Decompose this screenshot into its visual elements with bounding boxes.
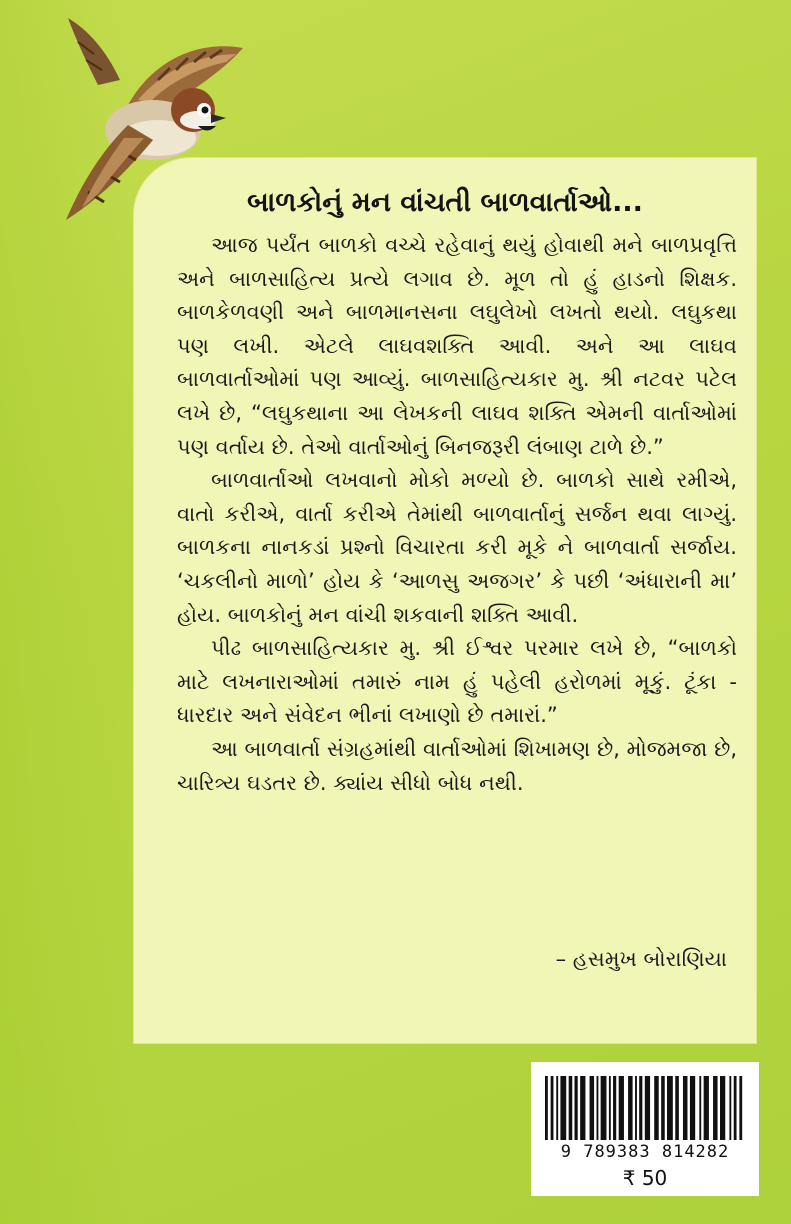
text-panel xyxy=(133,157,757,1044)
barcode-bar xyxy=(628,1076,633,1140)
barcode-bar xyxy=(729,1076,731,1140)
blurb-paragraph: બાળવાર્તાઓ લખવાનો મોકો મળ્યો છે. બાળકો સાથે રમીએ, વાતો કરીએ, વાર્તા કરીએ તેમાંથી બાળવાર્તાનું સર્જન થવા લાગ્યું. બાળકના નાનકડાં પ્રશ્નો વિચારતા કરી મૂકે ને બાળવાર્તા સર્જાય. ‘ચકલીનો માળો’ હોય કે ‘આળસુ અજગર’ કે પછી ‘અંધારાની મા’ હોય. બાળકોનું મન વાંચી શકવાની શક્તિ આવી. xyxy=(177,468,737,627)
barcode-bar xyxy=(556,1076,558,1140)
barcode-bar xyxy=(639,1076,642,1140)
barcode-bar xyxy=(734,1076,737,1140)
barcode-bar xyxy=(645,1076,650,1140)
barcode-bar xyxy=(580,1076,585,1140)
barcode-bar xyxy=(635,1076,637,1140)
isbn-digits: 9 789383 814282 xyxy=(560,1142,730,1162)
barcode-bar xyxy=(654,1076,659,1140)
blurb-paragraph: આજ પર્યંત બાળકો વચ્ચે રહેવાનું થયું હોવાથી મને બાળપ્રવૃત્તિ અને બાળસાહિત્ય પ્રત્યે લગાવ છે. મૂળ તો હું હાડનો શિક્ષક. બાળકેળવણી અને બાળમાનસના લઘુલેખો લખતો થયો. લઘુકથા પણ લખી. એટલે લાઘવશક્તિ આવી. અને આ લાઘવ બાળવાર્તાઓમાં પણ આવ્યું. બાળસાહિત્યકાર મુ. શ્રી નટવર પટેલ લખે છે, “લઘુકથાના આ લેખકની લાઘવ શક્તિ એમની વાર્તાઓમાં પણ વર્તાય છે. તેઓ વાર્તાઓનું બિનજરૂરી લંબાણ ટાળે છે.” xyxy=(177,233,737,459)
isbn-barcode xyxy=(545,1076,745,1140)
barcode-bar xyxy=(609,1076,611,1140)
sparrow-illustration xyxy=(58,10,248,225)
barcode-bar xyxy=(690,1076,695,1140)
barcode-bar xyxy=(545,1076,548,1140)
barcode-bar xyxy=(569,1076,573,1140)
barcode-bar xyxy=(590,1076,595,1140)
barcode-bar xyxy=(601,1076,607,1140)
barcode-bar xyxy=(619,1076,624,1140)
barcode-bar xyxy=(675,1076,679,1140)
author-signature: – હસમુખ બોરાણિયા xyxy=(555,947,727,971)
price-label: ₹ 50 xyxy=(622,1166,668,1190)
blurb-paragraph: પીઢ બાળસાહિત્યકાર મુ. શ્રી ઈશ્વર પરમાર લખે છે, “બાળકો માટે લખનારાઓમાં તમારું નામ હું પહેલી હરોળમાં મૂકું. ટૂંકા - ધારદાર અને સંવેદન ભીનાં લખાણો છે તમારાં.” xyxy=(177,636,737,728)
blurb-title: બાળકોનું મન વાંચતી બાળવાર્તાઓ... xyxy=(247,187,643,218)
barcode-bar xyxy=(597,1076,599,1140)
barcode-bar xyxy=(704,1076,709,1140)
barcode-bar xyxy=(551,1076,554,1140)
barcode-bar xyxy=(739,1076,742,1140)
barcode-bar xyxy=(575,1076,578,1140)
blurb-paragraph: આ બાળવાર્તા સંગ્રહમાંથી વાર્તાઓમાં શિખામણ છે, મોજમજા છે, ચારિત્ર્ય ઘડતર છે. ક્યાંય સીધો બોધ નથી. xyxy=(177,736,737,795)
barcode-bar xyxy=(560,1076,566,1140)
barcode-bar xyxy=(713,1076,718,1140)
barcode-bar xyxy=(613,1076,616,1140)
barcode-panel xyxy=(531,1062,759,1196)
barcode-bar xyxy=(667,1076,673,1140)
blurb-body xyxy=(177,229,737,800)
barcode-bar xyxy=(683,1076,688,1140)
barcode-bar xyxy=(699,1076,701,1140)
barcode-bar xyxy=(720,1076,725,1140)
barcode-bar xyxy=(661,1076,665,1140)
